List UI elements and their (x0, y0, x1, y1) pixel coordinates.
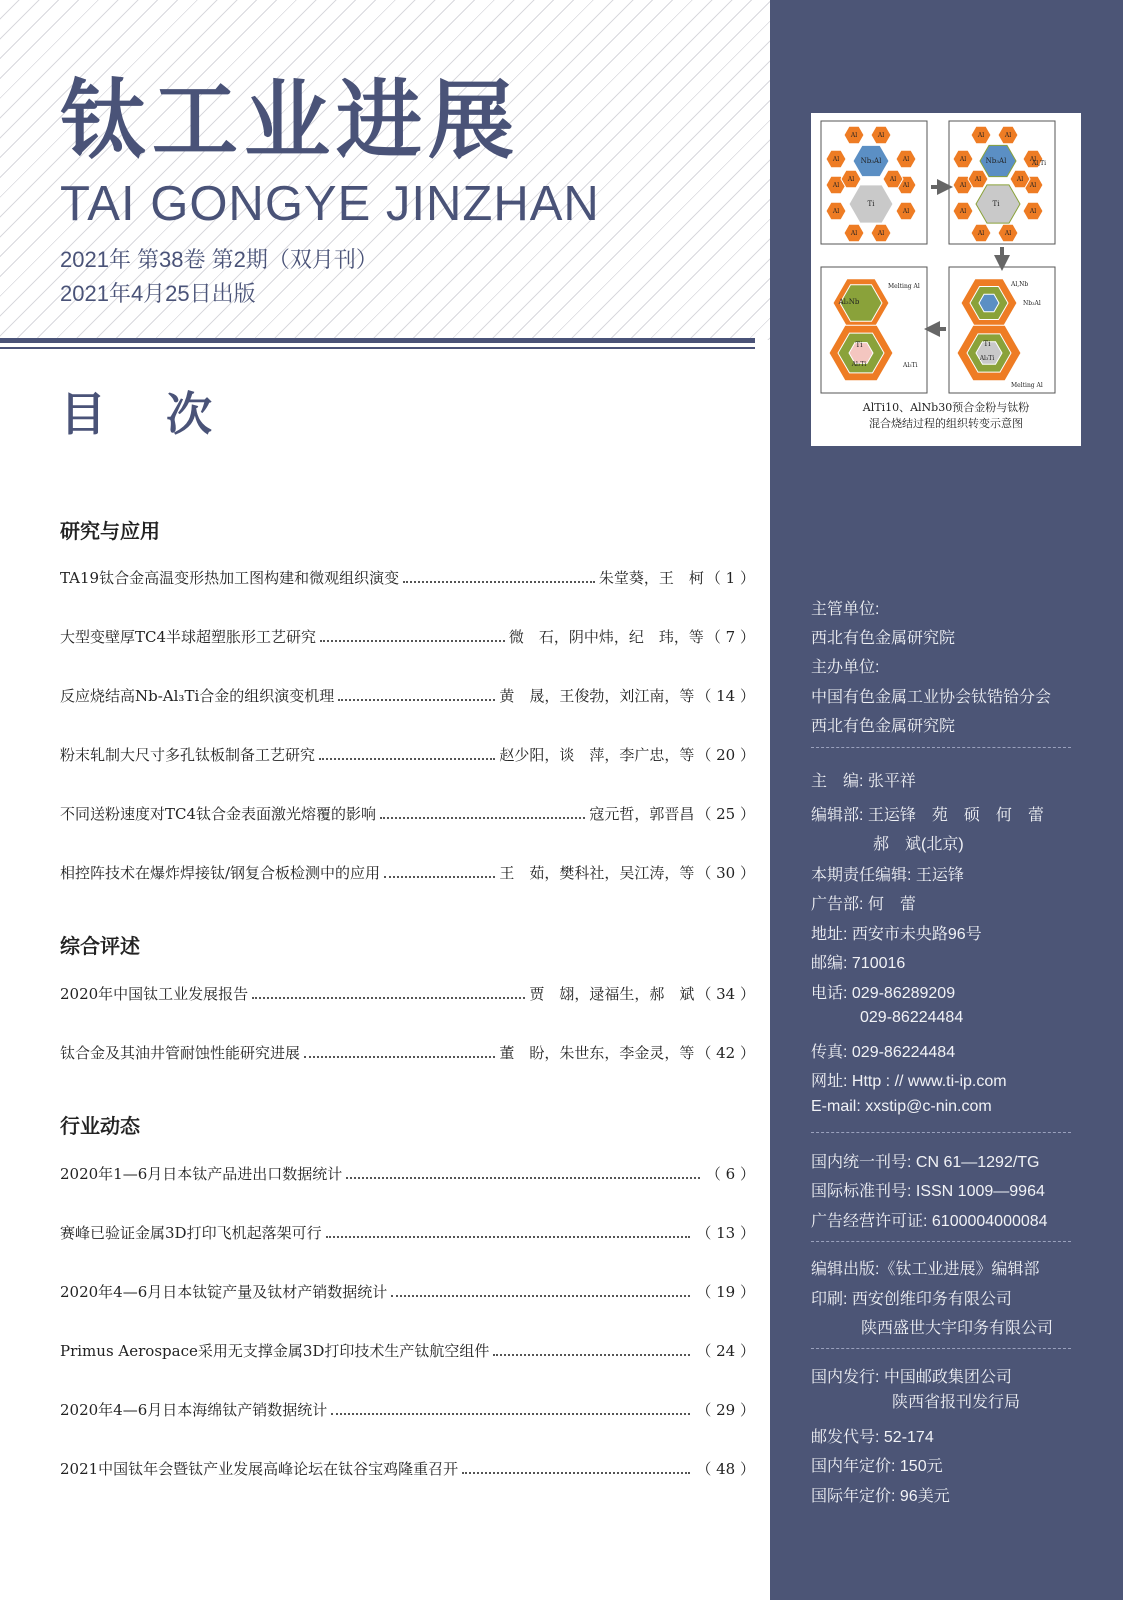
entry-authors: 贾 翃，逯福生，郝 斌 (529, 985, 695, 1003)
entry-title: 不同送粉速度对TC4钛合金表面激光熔覆的影响 (60, 805, 377, 823)
toc-heading: 目 次 (60, 387, 235, 441)
hex-label: Al (1029, 156, 1037, 163)
label-al3nb: Al₃Nb (838, 298, 860, 306)
label-ti: Ti (992, 200, 1000, 208)
entry-page: （ 24 ） (696, 1342, 755, 1360)
label-nb3al: Nb₃Al (860, 157, 882, 165)
hex-label: Al (902, 182, 910, 189)
distributor: 国内发行: 中国邮政集团公司 (811, 1369, 1012, 1386)
entry-page: （ 30 ） (696, 864, 755, 882)
hex-label: Al (877, 230, 885, 237)
sponsor-label: 主管单位: (811, 601, 880, 618)
hex-label: Al (850, 132, 858, 139)
section-title-review: 综合评述 (60, 934, 140, 958)
organizer-1: 中国有色金属工业协会钛锆铪分会 (811, 689, 1052, 706)
entry-page: （ 6 ） (705, 1165, 755, 1183)
divider-thin (0, 347, 755, 349)
toc-entry[interactable] (60, 741, 755, 765)
figure-caption-line2: 混合烧结过程的组织转变示意图 (869, 417, 1023, 430)
phone-2: 029-86224484 (860, 1009, 964, 1026)
hex-label: Al (959, 208, 967, 215)
toc-entry[interactable] (60, 980, 755, 1004)
leader-dots (326, 1236, 691, 1238)
hex-label: Al (889, 176, 897, 183)
entry-page: （ 14 ） (696, 687, 755, 705)
label-nb3al: Nb₃Al (1023, 300, 1041, 307)
entry-title: 2020年4—6月日本海绵钛产销数据统计 (60, 1401, 328, 1419)
entry-title: 2020年1—6月日本钛产品进出口数据统计 (60, 1165, 343, 1183)
hex-label: Al (974, 176, 982, 183)
leader-dots (252, 997, 525, 999)
leader-dots (462, 1472, 690, 1474)
leader-dots (493, 1354, 690, 1356)
hex-label: Al (1016, 176, 1024, 183)
entry-authors: 王 茹，樊科社，吴江涛，等 (499, 864, 695, 882)
entry-title: 粉末轧制大尺寸多孔钛板制备工艺研究 (60, 746, 316, 764)
toc-entry[interactable] (60, 1160, 755, 1184)
entry-title: 2021中国钛年会暨钛产业发展高峰论坛在钛谷宝鸡隆重召开 (60, 1460, 459, 1478)
postcode: 邮编: 710016 (811, 955, 906, 972)
intl-price: 国际年定价: 96美元 (811, 1488, 950, 1505)
entry-title: Primus Aerospace采用无支撑金属3D打印技术生产钛航空组件 (60, 1342, 490, 1360)
toc-entry[interactable] (60, 1337, 755, 1361)
leader-dots (380, 817, 585, 819)
entry-authors: 黄 晟，王俊勃，刘江南，等 (499, 687, 695, 705)
issn: 国际标准刊号: ISSN 1009—9964 (811, 1183, 1045, 1200)
publish-date: 2021年4月25日出版 (60, 281, 256, 306)
toc-entry[interactable] (60, 1278, 755, 1302)
entry-authors: 董 盼，朱世东，李金灵，等 (499, 1044, 695, 1062)
nb3al-core (979, 294, 999, 311)
label-melting-al: Melting Al (1011, 382, 1043, 389)
hex-label: Al (959, 182, 967, 189)
entry-authors: 寇元哲，郭晋昌 (589, 805, 695, 823)
entry-page: （ 29 ） (696, 1401, 755, 1419)
entry-title: 赛峰已验证金属3D打印飞机起落架可行 (60, 1224, 322, 1242)
toc-entry[interactable] (60, 1455, 755, 1479)
toc-entry[interactable] (60, 564, 755, 588)
hex-label: Al (832, 182, 840, 189)
email: E-mail: xxstip@c-nin.com (811, 1098, 992, 1115)
hex-label: Al (850, 230, 858, 237)
entry-authors: 朱堂葵，王 柯 (598, 569, 704, 587)
label-melting-al: Melting Al (888, 283, 920, 290)
sintering-diagram (811, 113, 1081, 446)
cover-figure (811, 113, 1081, 446)
label-ti: Ti (855, 341, 863, 349)
hex-label: Al (902, 208, 910, 215)
printer-2: 陕西盛世大宇印务有限公司 (861, 1320, 1054, 1337)
toc-entry[interactable] (60, 623, 755, 647)
toc-entry[interactable] (60, 682, 755, 706)
hex-label: Al (959, 156, 967, 163)
label-al3ti: Al₃Ti (851, 361, 867, 368)
divider-thick (0, 338, 755, 343)
leader-dots (338, 699, 495, 701)
ad-license: 广告经营许可证: 6100004000084 (811, 1213, 1048, 1230)
phone: 电话: 029-86289209 (811, 985, 956, 1002)
entry-page: （ 34 ） (696, 985, 755, 1003)
hex-label: Al (1004, 132, 1012, 139)
hex-label: Al (977, 230, 985, 237)
leader-dots (320, 640, 505, 642)
leader-dots (304, 1056, 495, 1058)
entry-authors: 微 石，阴中炜，纪 玮，等 (508, 628, 704, 646)
entry-title: 2020年4—6月日本钛锭产量及钛材产销数据统计 (60, 1283, 388, 1301)
hex-label: Al (1004, 230, 1012, 237)
fax: 传真: 029-86224484 (811, 1044, 956, 1061)
section-title-research: 研究与应用 (60, 519, 160, 543)
hex-label: Al (977, 132, 985, 139)
sidebar-divider (811, 1132, 1071, 1133)
sidebar-divider (811, 1348, 1071, 1349)
entry-page: （ 1 ） (705, 569, 755, 587)
label-al3ti: Al₃Ti (903, 362, 918, 369)
entry-title: 2020年中国钛工业发展报告 (60, 985, 249, 1003)
entry-title: 大型变壁厚TC4半球超塑胀形工艺研究 (60, 628, 317, 646)
hex-label: Al (847, 176, 855, 183)
toc-entry[interactable] (60, 1396, 755, 1420)
entry-page: （ 25 ） (696, 805, 755, 823)
postal-code: 邮发代号: 52-174 (811, 1429, 934, 1446)
sidebar-divider (811, 747, 1071, 748)
domestic-price: 国内年定价: 150元 (811, 1458, 943, 1475)
leader-dots (391, 1295, 690, 1297)
label-alnb: Al,Nb (1011, 281, 1029, 288)
organizer-label: 主办单位: (811, 659, 880, 676)
chief-editor: 主 编: 张平祥 (811, 773, 916, 790)
sponsor: 西北有色金属研究院 (811, 630, 956, 647)
toc-entry[interactable] (60, 800, 755, 824)
journal-title-en: TAI GONGYE JINZHAN (60, 177, 600, 231)
hex-label: Al (1029, 182, 1037, 189)
address: 地址: 西安市未央路96号 (811, 926, 982, 943)
entry-authors: 赵少阳，谈 萍，李广忠，等 (499, 746, 695, 764)
entry-title: 反应烧结高Nb-Al₃Ti合金的组织演变机理 (60, 687, 335, 705)
organizer-2: 西北有色金属研究院 (811, 718, 956, 735)
leader-dots (346, 1177, 700, 1179)
distributor-2: 陕西省报刊发行局 (892, 1394, 1021, 1411)
toc-entry[interactable] (60, 1039, 755, 1063)
section-title-industry-news: 行业动态 (60, 1114, 140, 1138)
label-ti: Ti (983, 340, 991, 348)
entry-page: （ 13 ） (696, 1224, 755, 1242)
entry-page: （ 19 ） (696, 1283, 755, 1301)
publisher: 编辑出版:《钛工业进展》编辑部 (811, 1261, 1040, 1278)
label-nb3al: Nb₃Al (985, 157, 1007, 165)
leader-dots (403, 581, 595, 583)
hex-label: Al (832, 156, 840, 163)
sidebar-divider (811, 1241, 1071, 1242)
printer: 印刷: 西安创维印务有限公司 (811, 1291, 1012, 1308)
entry-page: （ 48 ） (696, 1460, 755, 1478)
entry-title: 钛合金及其油井管耐蚀性能研究进展 (60, 1044, 301, 1062)
entry-page: （ 7 ） (705, 628, 755, 646)
label-al3ti: Al₃Ti (979, 355, 995, 362)
hex-label: Al (902, 156, 910, 163)
toc-entry[interactable] (60, 859, 755, 883)
website: 网址: Http : // www.ti-ip.com (811, 1073, 1007, 1090)
entry-title: TA19钛合金高温变形热加工图构建和微观组织演变 (60, 569, 400, 587)
figure-caption-line1: AlTi10、AlNb30预合金粉与钛粉 (862, 401, 1030, 414)
issue-editor: 本期责任编辑: 王运锋 (811, 867, 964, 884)
toc-entry[interactable] (60, 1219, 755, 1243)
cn-number: 国内统一刊号: CN 61—1292/TG (811, 1154, 1040, 1171)
hex-label: Al (832, 208, 840, 215)
leader-dots (331, 1413, 690, 1415)
entry-page: （ 42 ） (696, 1044, 755, 1062)
label-ti: Ti (867, 200, 875, 208)
entry-title: 相控阵技术在爆炸焊接钛/钢复合板检测中的应用 (60, 864, 381, 882)
leader-dots (319, 758, 495, 760)
issue-info: 2021年 第38卷 第2期（双月刊） (60, 247, 378, 272)
leader-dots (384, 876, 495, 878)
label-alti: Al,Ti (1031, 160, 1047, 167)
journal-title-cn: 钛工业进展 (60, 71, 520, 171)
hex-label: Al (877, 132, 885, 139)
editorial-dept: 编辑部: 王运锋 苑 硕 何 蕾 (811, 807, 1044, 824)
editorial-dept-2: 郝 斌(北京) (873, 836, 964, 853)
entry-page: （ 20 ） (696, 746, 755, 764)
ad-dept: 广告部: 何 蕾 (811, 896, 916, 913)
hex-label: Al (1029, 208, 1037, 215)
